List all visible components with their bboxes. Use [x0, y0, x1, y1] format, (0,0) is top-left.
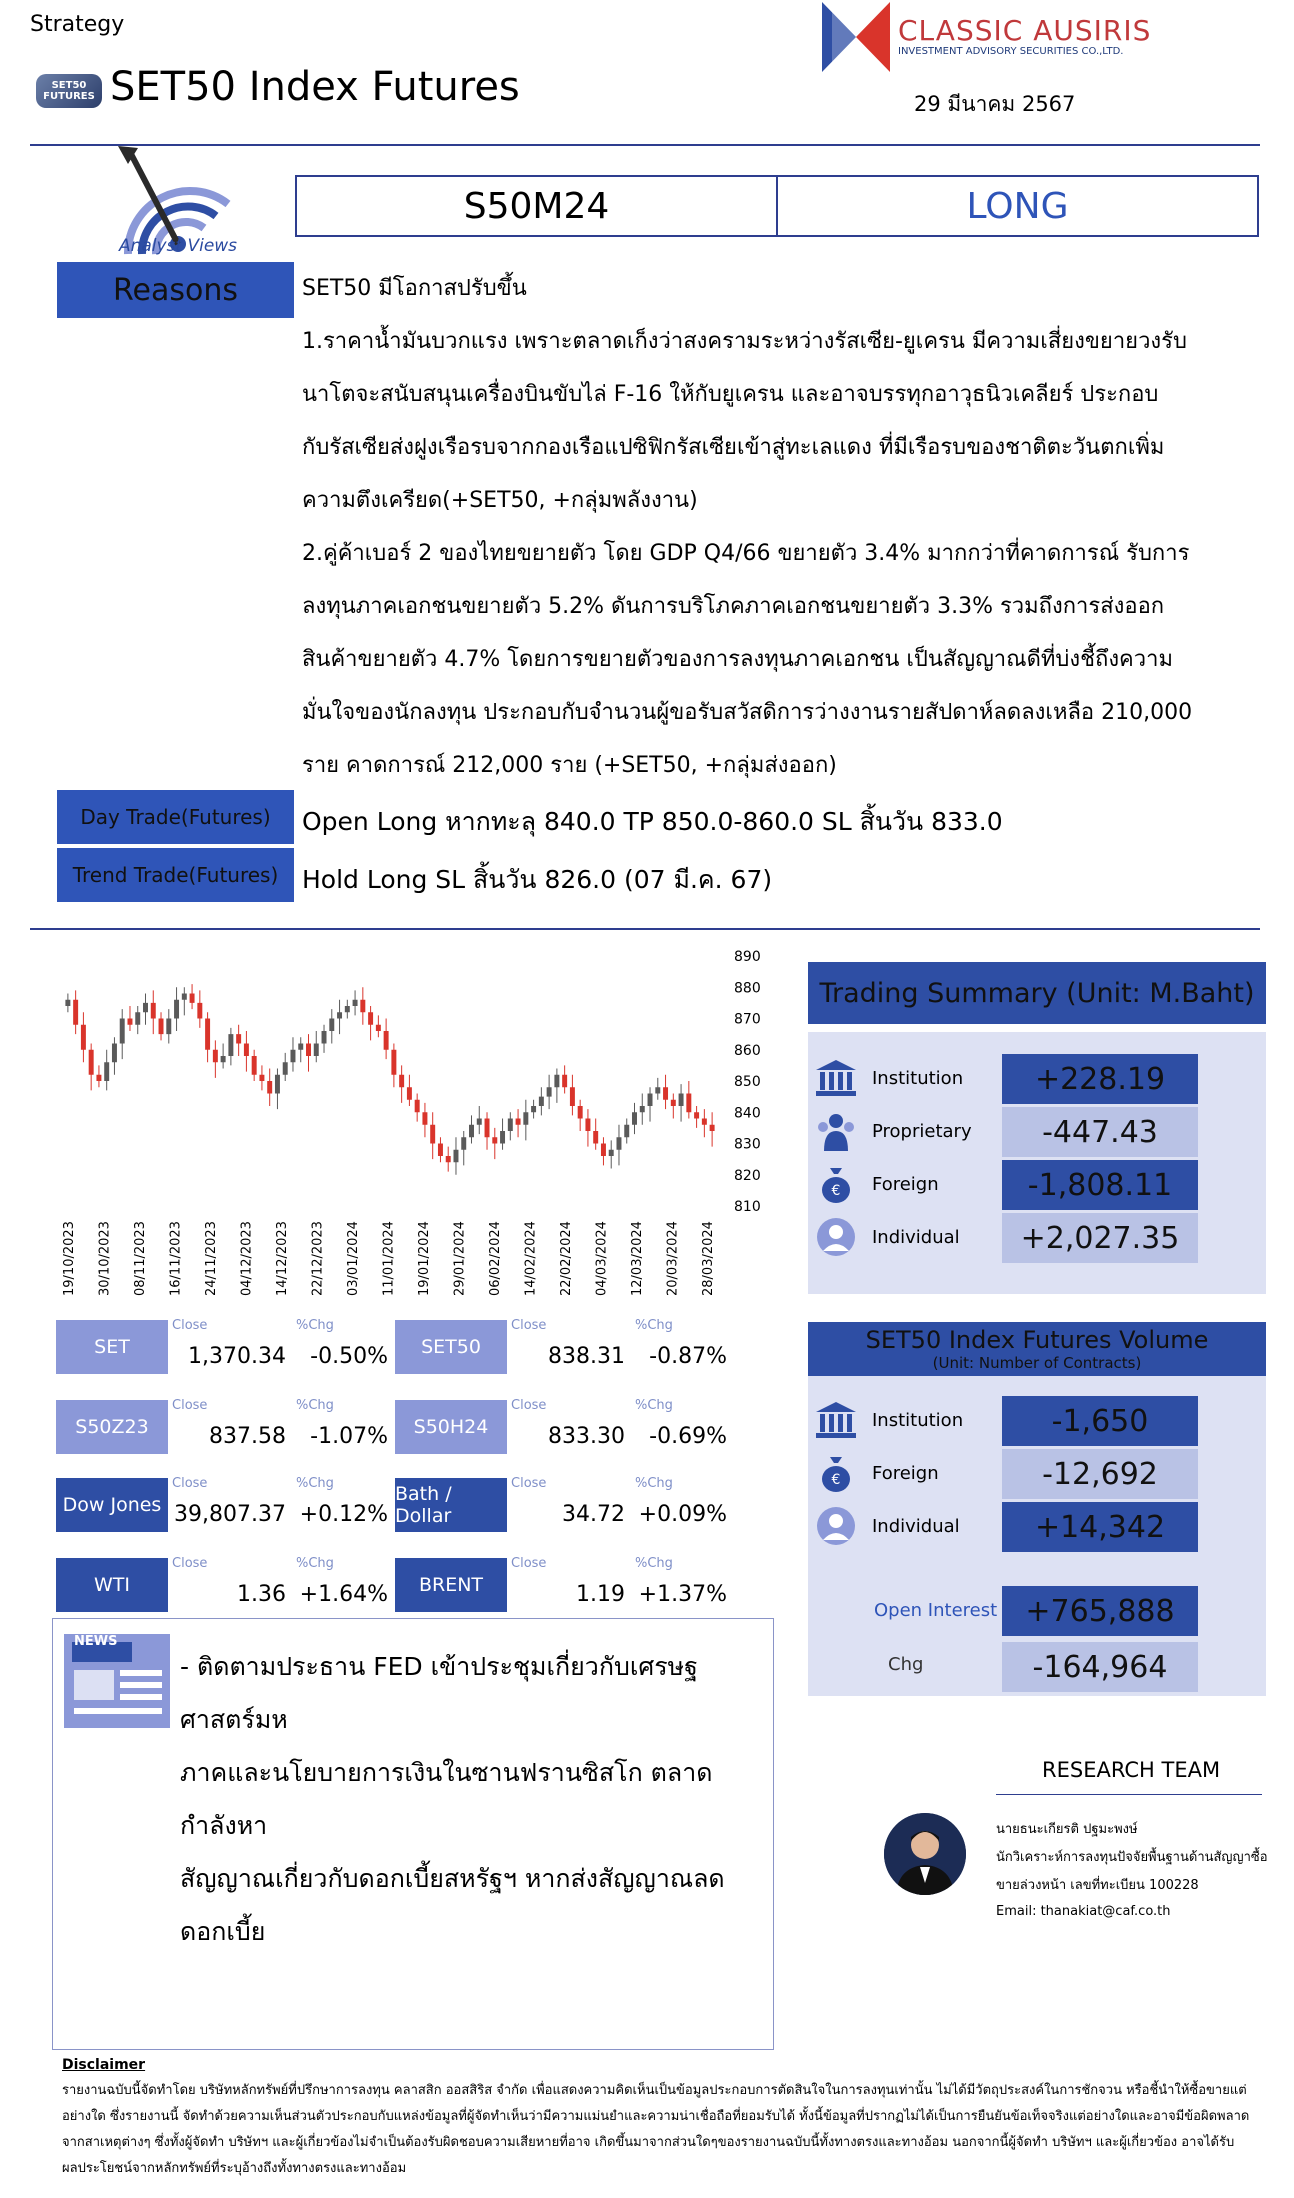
candle-body	[329, 1019, 334, 1032]
x-tick-label: 14/12/2023	[274, 1221, 290, 1296]
candle-body	[539, 1097, 544, 1106]
trend-trade-text: Hold Long SL สิ้นวัน 826.0 (07 มี.ค. 67)	[302, 865, 773, 894]
analyst-name: นายธนะเกียรติ ปฐมะพงษ์	[996, 1822, 1138, 1837]
candle-body	[89, 1050, 94, 1075]
svg-text:€: €	[831, 1472, 841, 1488]
candle-body	[578, 1106, 583, 1119]
pct-change-label: %Chg	[635, 1556, 673, 1571]
candle-body	[259, 1075, 264, 1081]
x-tick-label: 06/02/2024	[487, 1221, 503, 1296]
close-value: 39,807.37	[174, 1502, 286, 1527]
day-trade-text: Open Long หากทะลุ 840.0 TP 850.0-860.0 SL สิ้นวัน 833.0	[302, 807, 1003, 836]
chg-label: Chg	[888, 1654, 924, 1675]
candle-body	[96, 1075, 101, 1081]
candle-body	[422, 1112, 427, 1125]
disclaimer-text	[62, 2078, 1282, 2182]
candle-body	[663, 1087, 668, 1100]
candle-body	[655, 1087, 660, 1093]
pct-change-value: -1.07%	[310, 1424, 388, 1449]
open-interest-label: Open Interest	[874, 1600, 998, 1621]
candle-body	[632, 1112, 637, 1125]
set50-candlestick-chart	[56, 944, 786, 1304]
close-label: Close	[511, 1398, 547, 1413]
person-icon	[814, 1506, 858, 1546]
disclaimer-line: จากสาเหตุต่างๆ ซึ่งทั้งผู้จัดทำ บริษัทฯ และผู้เกี่ยวข้องไม่จำเป็นต้องรับผิดชอบความเสียหายที่อาจ เกิดขึ้นมาจากส่วนใดๆของรายงานฉบับนี้ทั้งทางตรงและทางอ้อม นอกจากนี้ผู้จัดทำ บริษัทฯ และผู้เกี่ยวข้อง อาจได้รับ	[62, 2135, 1235, 2150]
row-label: Individual	[872, 1516, 960, 1537]
reason-line: สินค้าขยายตัว 4.7% โดยการขยายตัวของการลงทุนภาคเอกชน เป็นสัญญาณดีที่บ่งชี้ถึงความ	[302, 647, 1173, 672]
analyst-avatar	[884, 1813, 966, 1895]
pct-change-value: +1.64%	[299, 1582, 388, 1607]
candle-body	[430, 1125, 435, 1144]
y-tick-label: 890	[734, 949, 761, 965]
candle-body	[174, 1000, 179, 1019]
research-team-title: RESEARCH TEAM	[1042, 1758, 1221, 1782]
news-text	[180, 1640, 760, 1958]
candle-body	[314, 1044, 319, 1057]
row-value: +2,027.35	[1002, 1213, 1198, 1263]
candle-body	[446, 1156, 451, 1162]
team-divider	[996, 1794, 1262, 1795]
document-title: SET50 Index Futures	[110, 64, 520, 110]
candle-body	[213, 1050, 218, 1063]
analyst-role: นักวิเคราะห์การลงทุนปัจจัยพื้นฐานด้านสัญญาซื้อ	[996, 1850, 1268, 1865]
analyst-email[interactable]: Email: thanakiat@caf.co.th	[996, 1904, 1171, 1919]
indicator-name: WTI	[56, 1558, 168, 1612]
news-line: ดอกเบี้ย	[180, 1917, 266, 1946]
indicator-name: S50H24	[395, 1400, 507, 1454]
candle-body	[384, 1031, 389, 1050]
candle-body	[624, 1125, 629, 1138]
futures-volume-header	[808, 1322, 1266, 1376]
candle-body	[601, 1144, 606, 1157]
x-tick-label: 20/03/2024	[665, 1221, 681, 1296]
candle-body	[166, 1019, 171, 1035]
pct-change-value: -0.69%	[649, 1424, 727, 1449]
candle-body	[104, 1062, 109, 1081]
futures-volume-subtitle: (Unit: Number of Contracts)	[932, 1354, 1142, 1372]
close-label: Close	[511, 1318, 547, 1333]
reasons-label: Reasons	[57, 262, 294, 318]
close-label: Close	[172, 1476, 208, 1491]
candle-body	[492, 1137, 497, 1143]
candle-body	[228, 1034, 233, 1056]
indicator-name: S50Z23	[56, 1400, 168, 1454]
x-tick-label: 22/02/2024	[558, 1221, 574, 1296]
candle-body	[500, 1131, 505, 1144]
brand-logo-icon	[822, 2, 890, 72]
analyst-license: ขายล่วงหน้า เลขที่ทะเบียน 100228	[996, 1878, 1199, 1893]
y-tick-label: 840	[734, 1105, 761, 1122]
x-tick-label: 04/12/2023	[239, 1221, 255, 1296]
pct-change-value: +1.37%	[638, 1582, 727, 1607]
candle-body	[345, 1006, 350, 1012]
brand-subtitle: INVESTMENT ADVISORY SECURITIES CO.,LTD.	[898, 46, 1124, 57]
pct-change-label: %Chg	[296, 1476, 334, 1491]
candle-body	[112, 1044, 117, 1063]
indicator-name: Dow Jones	[56, 1478, 168, 1532]
y-tick-label: 850	[734, 1074, 761, 1090]
close-label: Close	[172, 1556, 208, 1571]
candle-body	[337, 1012, 342, 1018]
candle-body	[127, 1019, 132, 1025]
reason-line: มั่นใจของนักลงทุน ประกอบกับจำนวนผู้ขอรับสวัสดิการว่างงานรายสัปดาห์ลดลงเหลือ 210,000	[302, 700, 1193, 725]
close-value: 838.31	[548, 1344, 625, 1369]
news-line: สัญญาณเกี่ยวกับดอกเบี้ยสหรัฐฯ หากส่งสัญญาณลด	[180, 1864, 725, 1893]
row-label: Institution	[872, 1410, 964, 1431]
close-value: 837.58	[209, 1424, 286, 1449]
x-tick-label: 08/11/2023	[132, 1221, 148, 1296]
reason-line: 1.ราคาน้ำมันบวกแรง เพราะตลาดเก็งว่าสงครามระหว่างรัสเซีย-ยูเครน มีความเสี่ยงขยายวงรับ	[302, 329, 1187, 354]
x-tick-label: 14/02/2024	[523, 1221, 539, 1296]
disclaimer-line: รายงานฉบับนี้จัดทำโดย บริษัทหลักทรัพย์ที่ปรึกษาการลงทุน คลาสสิก ออสสิริส จำกัด เพื่อแสดงความคิดเห็นเป็นข้อมูลประกอบการตัดสินใจในการลงทุนเท่านั้น ไม่ได้มีวัตถุประสงค์ในการชักจวน หรือชี้นำให้ซื้อขายแต่	[62, 2083, 1247, 2098]
candle-body	[648, 1094, 653, 1107]
candle-body	[585, 1119, 590, 1132]
candle-body	[453, 1150, 458, 1163]
news-icon-label: NEWS	[74, 1634, 118, 1649]
candle-body	[376, 1025, 381, 1031]
y-tick-label: 870	[734, 1011, 761, 1028]
candle-body	[221, 1056, 226, 1062]
open-interest-value: +765,888	[1002, 1586, 1198, 1636]
candle-body	[710, 1125, 715, 1131]
pct-change-label: %Chg	[635, 1398, 673, 1413]
section-label: Strategy	[30, 12, 125, 37]
indicator-name: Bath / Dollar	[395, 1478, 507, 1532]
candle-body	[686, 1094, 691, 1113]
reason-line: ความตึงเครียด(+SET50, +กลุ่มพลังงาน)	[302, 488, 698, 513]
candle-body	[485, 1119, 490, 1138]
candle-body	[570, 1087, 575, 1106]
candle-body	[508, 1119, 513, 1132]
candle-body	[159, 1019, 164, 1035]
candle-body	[290, 1050, 295, 1063]
x-tick-label: 19/10/2023	[62, 1221, 77, 1296]
candle-body	[306, 1044, 311, 1057]
candle-body	[65, 1000, 70, 1006]
candle-body	[283, 1062, 288, 1075]
candle-body	[461, 1137, 466, 1150]
y-tick-label: 880	[734, 980, 761, 997]
x-tick-label: 16/11/2023	[168, 1221, 184, 1296]
row-value: -447.43	[1002, 1107, 1198, 1157]
candle-body	[531, 1106, 536, 1112]
close-value: 833.30	[548, 1424, 625, 1449]
open-interest-chg-value: -164,964	[1002, 1642, 1198, 1692]
close-value: 34.72	[562, 1502, 625, 1527]
candle-body	[516, 1119, 521, 1125]
candle-body	[679, 1094, 684, 1107]
candle-body	[143, 1003, 148, 1012]
candle-body	[609, 1150, 614, 1156]
candle-body	[120, 1019, 125, 1044]
pct-change-label: %Chg	[635, 1476, 673, 1491]
pct-change-value: -0.87%	[649, 1344, 727, 1369]
candle-body	[135, 1012, 140, 1025]
close-label: Close	[511, 1476, 547, 1491]
candle-body	[252, 1056, 257, 1075]
candle-body	[244, 1044, 249, 1057]
close-value: 1,370.34	[188, 1344, 286, 1369]
disclaimer-title: Disclaimer	[62, 2057, 146, 2073]
pct-change-label: %Chg	[296, 1398, 334, 1413]
candle-body	[81, 1025, 86, 1050]
candle-body	[671, 1100, 676, 1106]
pct-change-value: +0.12%	[299, 1502, 388, 1527]
pct-change-label: %Chg	[296, 1318, 334, 1333]
row-value: +228.19	[1002, 1054, 1198, 1104]
candle-body	[353, 1000, 358, 1006]
disclaimer-line: ผลประโยชน์จากหลักทรัพย์ที่ระบุอ้างถึงทั้งทางตรงและทางอ้อม	[62, 2161, 407, 2176]
candle-body	[477, 1119, 482, 1125]
reason-line: นาโตจะสนับสนุนเครื่องบินขับไล่ F-16 ให้กับยูเครน และอาจบรรทุกอาวุธนิวเคลียร์ ประกอบ	[302, 382, 1159, 407]
recommendation-box	[295, 175, 1259, 237]
candle-body	[547, 1087, 552, 1096]
group-icon	[814, 1111, 858, 1151]
svg-text:€: €	[831, 1183, 841, 1199]
pct-change-value: -0.50%	[310, 1344, 388, 1369]
candle-body	[368, 1012, 373, 1025]
candle-body	[415, 1100, 420, 1113]
section-divider	[30, 928, 1260, 930]
reason-line: ราย คาดการณ์ 212,000 ราย (+SET50, +กลุ่มส่งออก)	[302, 753, 837, 778]
row-label: Proprietary	[872, 1121, 972, 1142]
candle-body	[391, 1050, 396, 1075]
x-tick-label: 04/03/2024	[594, 1221, 610, 1296]
close-value: 1.36	[237, 1582, 286, 1607]
indicator-name: BRENT	[395, 1558, 507, 1612]
row-label: Individual	[872, 1227, 960, 1248]
candle-body	[562, 1075, 567, 1088]
row-label: Foreign	[872, 1174, 939, 1195]
row-label: Foreign	[872, 1463, 939, 1484]
candle-body	[205, 1019, 210, 1050]
x-tick-label: 29/01/2024	[452, 1221, 468, 1296]
candle-body	[399, 1075, 404, 1088]
reason-line: กับรัสเซียส่งฝูงเรือรบจากกองเรือแปซิฟิกรัสเซียเข้าสู่ทะเลแดง ที่มีเรือรบของชาติตะวันตกเพิ่ม	[302, 435, 1165, 460]
x-tick-label: 03/01/2024	[345, 1221, 361, 1296]
candle-body	[73, 1000, 78, 1025]
close-label: Close	[172, 1318, 208, 1333]
candle-body	[407, 1087, 412, 1100]
news-line: - ติดตามประธาน FED เข้าประชุมเกี่ยวกับเศรษฐศาสตร์มห	[180, 1652, 698, 1734]
day-trade-label: Day Trade(Futures)	[57, 790, 294, 844]
trend-trade-label: Trend Trade(Futures)	[57, 848, 294, 902]
reason-line: SET50 มีโอกาสปรับขึ้น	[302, 276, 527, 301]
candle-body	[523, 1112, 528, 1125]
close-label: Close	[511, 1556, 547, 1571]
row-label: Institution	[872, 1068, 964, 1089]
y-tick-label: 810	[734, 1199, 761, 1215]
brand-name: CLASSIC AUSIRIS	[898, 14, 1152, 47]
person-icon	[814, 1217, 858, 1257]
pct-change-value: +0.09%	[638, 1502, 727, 1527]
candle-body	[694, 1112, 699, 1118]
candle-body	[322, 1031, 327, 1044]
trading-summary-title: Trading Summary (Unit: M.Baht)	[808, 962, 1266, 1024]
row-value: -1,808.11	[1002, 1160, 1198, 1210]
bank-icon	[814, 1400, 858, 1440]
candle-body	[640, 1106, 645, 1112]
pct-change-label: %Chg	[635, 1318, 673, 1333]
x-tick-label: 30/10/2023	[97, 1221, 113, 1296]
money-bag-icon	[814, 1453, 858, 1493]
reason-line: ลงทุนภาคเอกชนขยายตัว 5.2% ดันการบริโภคภาคเอกชนขยายตัว 3.3% รวมถึงการส่งออก	[302, 594, 1165, 619]
position-label: LONG	[776, 177, 1257, 235]
candle-body	[702, 1119, 707, 1125]
bank-icon	[814, 1058, 858, 1098]
y-tick-label: 820	[734, 1167, 761, 1184]
document-date: 29 มีนาคม 2567	[914, 92, 1076, 116]
x-tick-label: 24/11/2023	[203, 1221, 219, 1296]
x-tick-label: 12/03/2024	[629, 1221, 645, 1296]
money-bag-icon	[814, 1164, 858, 1204]
row-value: -12,692	[1002, 1449, 1198, 1499]
close-label: Close	[172, 1398, 208, 1413]
row-value: +14,342	[1002, 1502, 1198, 1552]
candle-body	[616, 1137, 621, 1150]
x-tick-label: 22/12/2023	[310, 1221, 326, 1296]
candle-body	[151, 1003, 156, 1019]
candle-body	[554, 1075, 559, 1088]
pct-change-label: %Chg	[296, 1556, 334, 1571]
analyst-views-label: Analyst Views	[118, 236, 238, 256]
news-line: ภาคและนโยบายการเงินในซานฟรานซิสโก ตลาดกำลังหา	[180, 1758, 713, 1840]
candle-body	[275, 1075, 280, 1094]
y-tick-label: 830	[734, 1136, 761, 1153]
close-value: 1.19	[576, 1582, 625, 1607]
reasons-text	[302, 262, 1262, 792]
candle-body	[197, 1003, 202, 1019]
candle-body	[236, 1034, 241, 1043]
x-tick-label: 28/03/2024	[700, 1221, 716, 1296]
candle-body	[438, 1144, 443, 1157]
candle-body	[298, 1044, 303, 1050]
candle-body	[593, 1131, 598, 1144]
indicator-name: SET	[56, 1320, 168, 1374]
row-value: -1,650	[1002, 1396, 1198, 1446]
x-tick-label: 19/01/2024	[416, 1221, 432, 1296]
candle-body	[267, 1081, 272, 1094]
x-tick-label: 11/01/2024	[381, 1221, 397, 1296]
candle-body	[360, 1000, 365, 1013]
disclaimer-line: อย่างใด ซึ่งรายงานนี้ จัดทำด้วยความเห็นส่วนตัวประกอบกับแหล่งข้อมูลที่ผู้จัดทำเห็นว่ามีความแม่นยำและความน่าเชื่อถือที่ยอมรับได้ ทั้งนี้ข้อมูลที่ปรากฏไม่ได้เป็นการยืนยันข้อเท็จจริงแต่อย่างใดและอาจมีข้อผิดพลาด	[62, 2109, 1250, 2124]
reason-line: 2.คู่ค้าเบอร์ 2 ของไทยขยายตัว โดย GDP Q4/66 ขยายตัว 3.4% มากกว่าที่คาดการณ์ รับการ	[302, 541, 1190, 566]
y-tick-label: 860	[734, 1042, 761, 1059]
ticker-symbol: S50M24	[463, 185, 610, 227]
candle-body	[182, 994, 187, 1000]
set50-logo: SET50 FUTURES	[36, 74, 102, 108]
futures-volume-title: SET50 Index Futures Volume	[865, 1326, 1209, 1354]
indicator-name: SET50	[395, 1320, 507, 1374]
candle-body	[190, 994, 195, 1003]
candle-body	[469, 1125, 474, 1138]
